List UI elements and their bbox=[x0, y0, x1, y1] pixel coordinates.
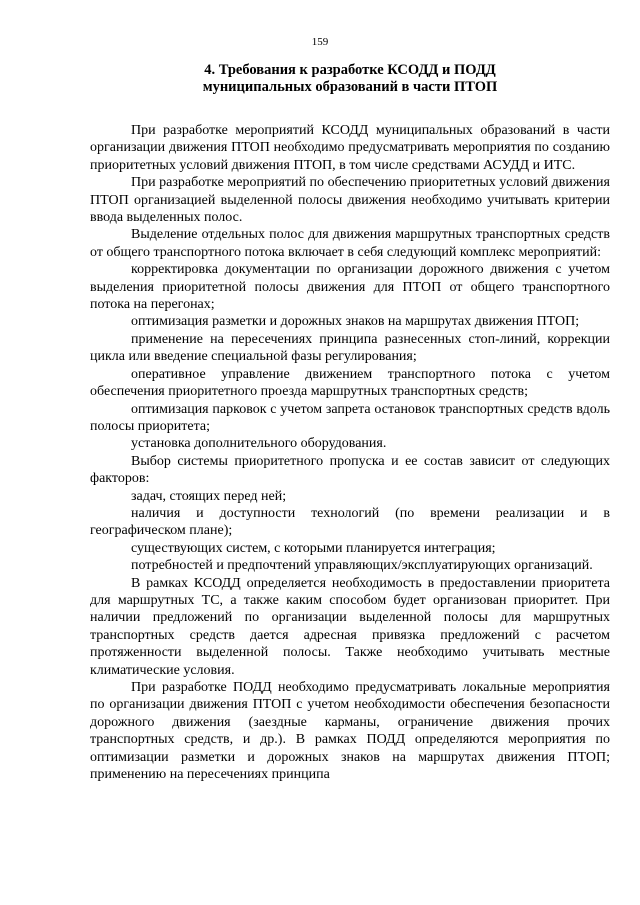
list-item: существующих систем, с которыми планируется интеграция; bbox=[131, 540, 496, 556]
page-number: 159 bbox=[311, 36, 329, 48]
list-item: потребностей и предпочтений управляющих/эксплуатирующих организаций. bbox=[131, 558, 593, 574]
paragraph: При разработке ПОДД необходимо предусматривать локальные мероприятия по организации движения ПТОП с учетом необходимости обеспечения безопасности дорожного движения (заездные карманы, ограничение движения прочих транспортных средств, и др.). В рамках ПОДД определяются мероприятия по оптимизации разметки и дорожных знаков на маршрутах движения ПТОП; применению на пересечениях принципа bbox=[90, 680, 610, 783]
section-heading-line-1: 4. Требования к разработке КСОДД и ПОДД bbox=[204, 62, 496, 78]
paragraph: Выбор системы приоритетного пропуска и ее состав зависит от следующих факторов: bbox=[90, 453, 610, 487]
body-text bbox=[90, 122, 610, 783]
list-item: наличия и доступности технологий (по времени реализации и в географическом плане); bbox=[90, 505, 610, 539]
paragraph: При разработке мероприятий КСОДД муниципальных образований в части организации движения ПТОП необходимо предусматривать мероприятия по созданию приоритетных условий движения ПТОП, в том числе средствами АСУДД и ИТС. bbox=[90, 123, 610, 173]
list-item: применение на пересечениях принципа разнесенных стоп-линий, коррекции цикла или введение специальной фазы регулирования; bbox=[90, 331, 610, 365]
section-heading bbox=[90, 62, 610, 96]
list-item: установка дополнительного оборудования. bbox=[131, 436, 387, 452]
list-item: задач, стоящих перед ней; bbox=[131, 488, 287, 504]
list-item: корректировка документации по организации дорожного движения с учетом выделения приоритетной полосы движения для ПТОП от общего транспортного потока на перегонах; bbox=[90, 262, 610, 313]
list-item: оперативное управление движением транспортного потока с учетом обеспечения приоритетного проезда маршрутных транспортных средств; bbox=[90, 366, 610, 400]
paragraph: При разработке мероприятий по обеспечению приоритетных условий движения ПТОП организацией выделенной полосы движения необходимо учитывать критерии ввода выделенных полос. bbox=[90, 175, 610, 226]
section-heading-line-2: муниципальных образований в части ПТОП bbox=[202, 79, 498, 95]
list-item: оптимизация разметки и дорожных знаков на маршрутах движения ПТОП; bbox=[131, 314, 580, 330]
paragraph: В рамках КСОДД определяется необходимость в предоставлении приоритета для маршрутных ТС, а также каким способом будет организован приоритет. При наличии предложений по организации выделенной полосы для маршрутных транспортных средств дается адресная привязка предложений с расчетом протяженности выделенной полосы. Также необходимо учитывать местные климатические условия. bbox=[90, 575, 610, 678]
paragraph: Выделение отдельных полос для движения маршрутных транспортных средств от общего транспортного потока включает в себя следующий комплекс мероприятий: bbox=[90, 227, 610, 260]
list-item: оптимизация парковок с учетом запрета остановок транспортных средств вдоль полосы приоритета; bbox=[90, 401, 610, 434]
